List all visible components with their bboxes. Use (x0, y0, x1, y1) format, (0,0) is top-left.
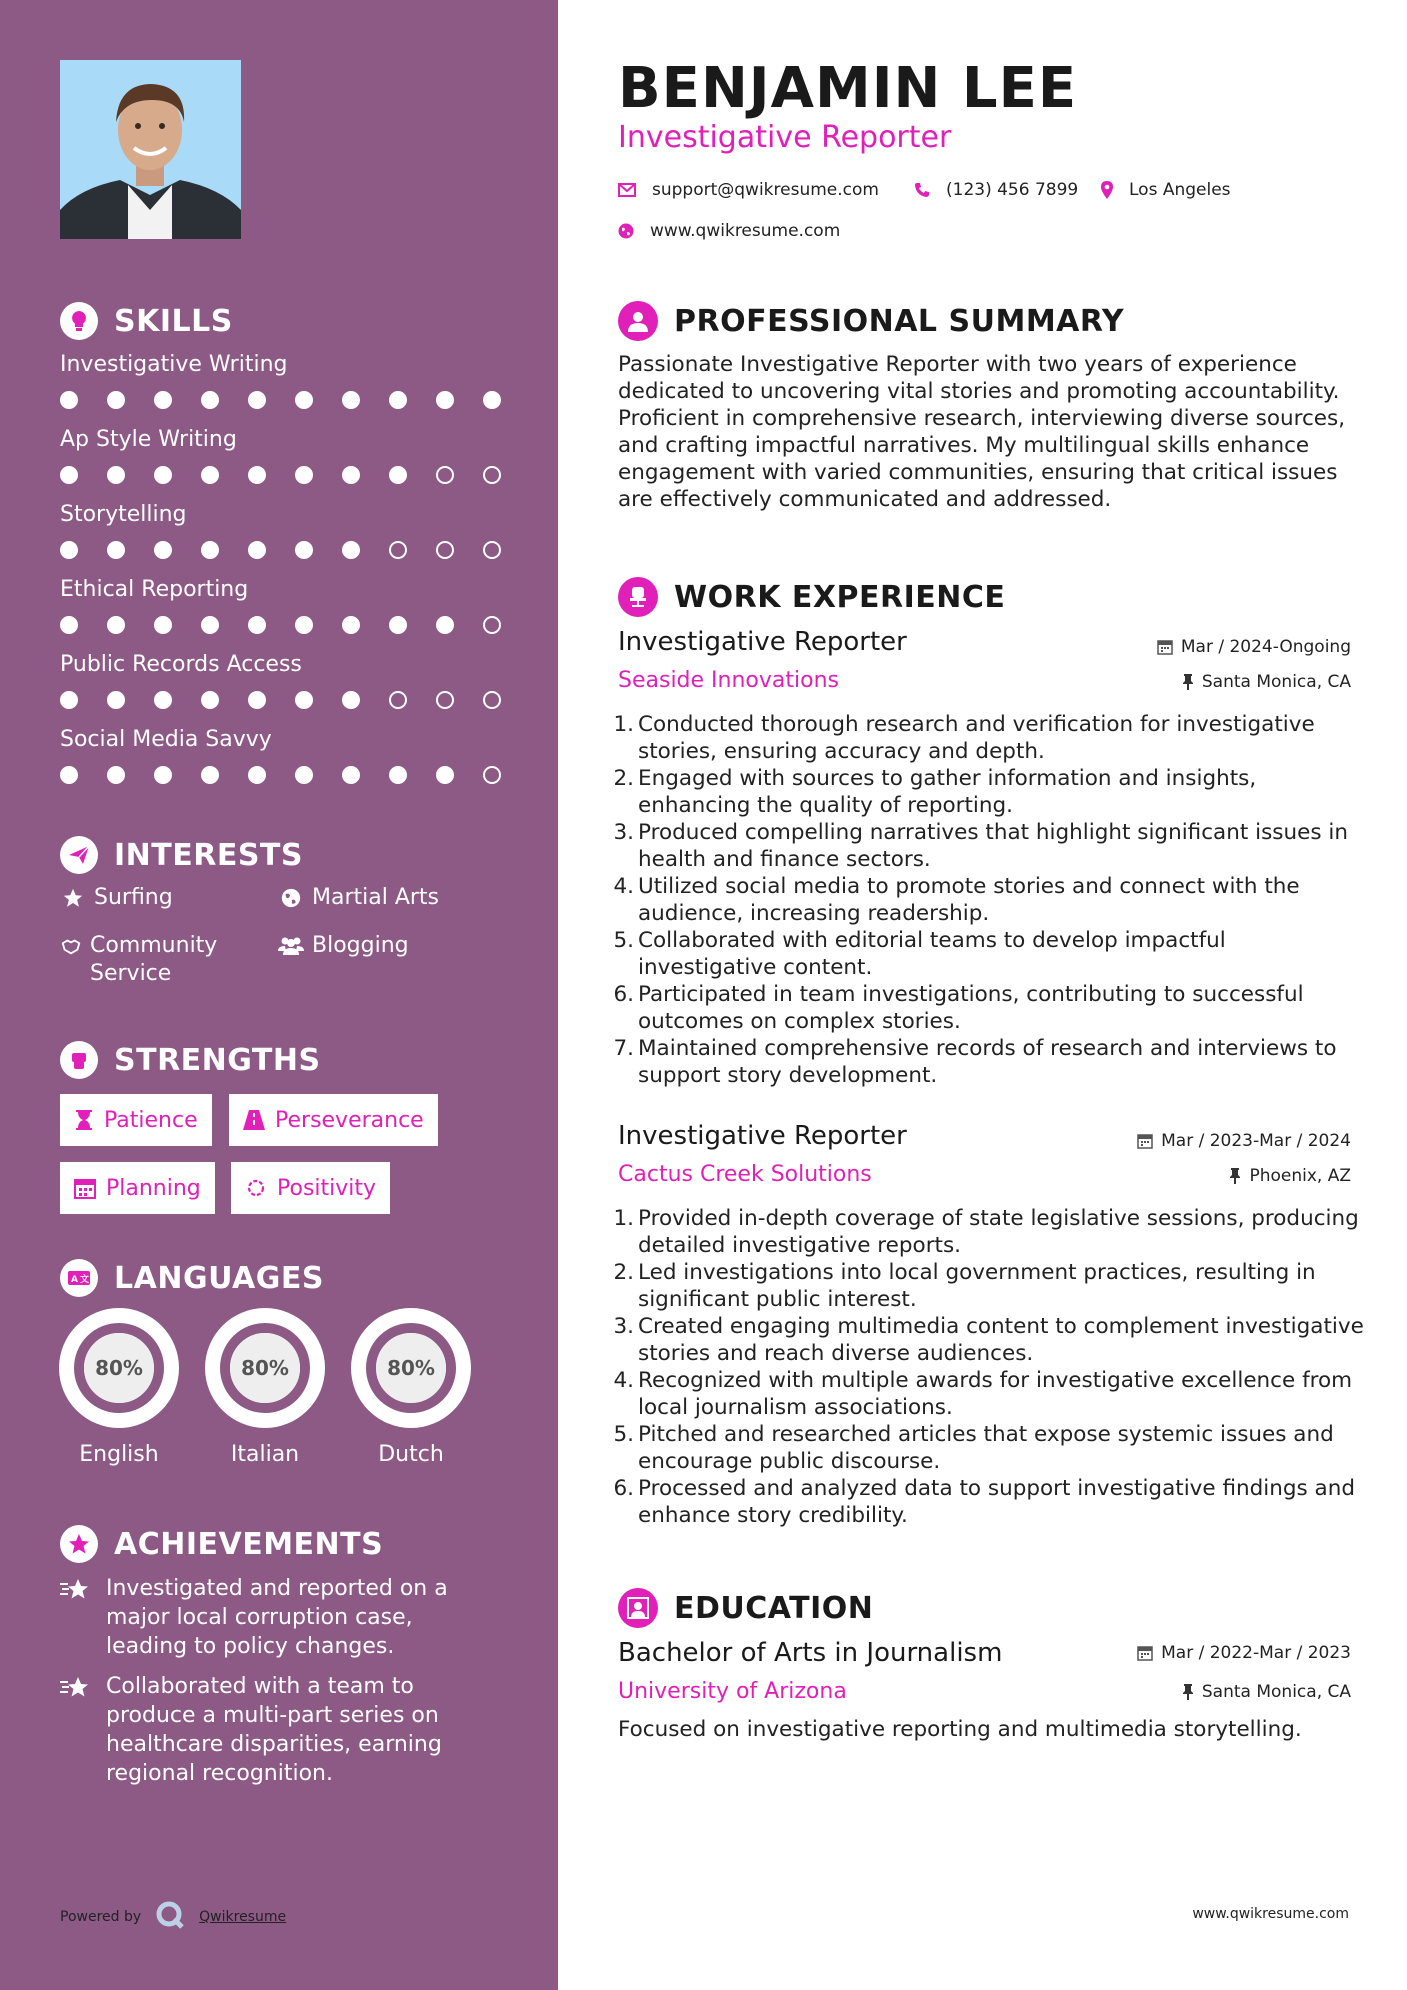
interests-heading (60, 836, 303, 874)
rating-dot-filled (295, 766, 313, 784)
achievement-text: Collaborated with a team to produce a multi-part series on healthcare disparities, earning regional recognition. (106, 1674, 442, 1786)
rating-dot-filled (342, 766, 360, 784)
rating-dot-filled (107, 391, 125, 409)
interest-surfing (60, 884, 173, 912)
candidate-name: BENJAMIN LEE (618, 56, 1078, 121)
rating-dot-filled (342, 391, 360, 409)
star-icon (60, 884, 86, 912)
achievement-text: Investigated and reported on a major local corruption case, leading to policy changes. (106, 1576, 448, 1659)
bullet-text: Engaged with sources to gather information and insights, enhancing the quality of reporting. (638, 766, 1257, 818)
skill-rating (60, 465, 500, 487)
rating-dot-empty (389, 541, 407, 559)
experience-heading (618, 577, 1005, 617)
rating-dot-filled (295, 541, 313, 559)
job-bullet (610, 1205, 1370, 1259)
job-bullet (610, 765, 1370, 819)
shooting-star-icon (60, 1574, 94, 1661)
bullet-number: 4. (613, 1368, 634, 1393)
bullet-text: Pitched and researched articles that expose systemic issues and encourage public discourse. (638, 1422, 1334, 1474)
job-title: Investigative Reporter (618, 1121, 907, 1151)
degree-title: Bachelor of Arts in Journalism (618, 1638, 1003, 1668)
rating-dot-filled (60, 541, 78, 559)
skill-row (60, 425, 500, 487)
rating-dot-filled (154, 541, 172, 559)
achievement-item (60, 1574, 480, 1661)
candidate-title: Investigative Reporter (618, 120, 952, 155)
interest-martial-arts (278, 884, 439, 912)
rating-dot-filled (107, 691, 125, 709)
rating-dot-filled (342, 616, 360, 634)
skill-rating (60, 690, 500, 712)
school-name: University of Arizona (618, 1679, 847, 1704)
strength-badge (60, 1094, 212, 1146)
bullet-number: 1. (613, 1206, 634, 1231)
calendar-icon (1137, 1133, 1153, 1149)
strength-badge (229, 1094, 438, 1146)
language-percent: 80% (376, 1333, 446, 1403)
svg-text:A: A (71, 1275, 79, 1285)
bullet-number: 6. (613, 982, 634, 1007)
rating-dot-empty (483, 766, 501, 784)
skill-name: Ethical Reporting (60, 577, 249, 602)
bullet-text: Utilized social media to promote stories and connect with the audience, increasing readership. (638, 874, 1300, 926)
bullet-number: 7. (613, 1036, 634, 1061)
skills-heading (60, 302, 233, 340)
chair-icon (618, 577, 658, 617)
job-bullet (610, 1313, 1370, 1367)
bullet-text: Produced compelling narratives that highlight significant issues in health and finance sectors. (638, 820, 1348, 872)
job-bullet (610, 1367, 1370, 1421)
rating-dot-filled (248, 391, 266, 409)
interest-label: Community Service (90, 933, 218, 986)
rating-dot-empty (483, 541, 501, 559)
bullet-text: Collaborated with editorial teams to develop impactful investigative content. (638, 928, 1226, 980)
rating-dot-filled (295, 616, 313, 634)
sun-icon (245, 1177, 267, 1199)
pushpin-icon (1229, 1168, 1241, 1184)
strength-badge (231, 1162, 390, 1214)
globe-icon (618, 223, 634, 239)
rating-dot-filled (107, 541, 125, 559)
language-ring (205, 1308, 325, 1428)
strength-label: Positivity (277, 1175, 377, 1201)
map-pin-icon (1101, 181, 1113, 199)
rating-dot-filled (248, 766, 266, 784)
rating-dot-filled (295, 691, 313, 709)
rating-dot-filled (107, 766, 125, 784)
rating-dot-empty (436, 691, 454, 709)
rating-dot-filled (248, 616, 266, 634)
job-title: Investigative Reporter (618, 627, 907, 657)
skills-heading-text: SKILLS (114, 303, 233, 339)
rating-dot-empty (483, 691, 501, 709)
road-icon (243, 1110, 265, 1130)
rating-dot-empty (436, 541, 454, 559)
rating-dot-filled (60, 616, 78, 634)
job-bullets (610, 711, 1370, 1089)
rating-dot-filled (154, 466, 172, 484)
rating-dot-filled (107, 616, 125, 634)
education-description: Focused on investigative reporting and multimedia storytelling. (618, 1717, 1302, 1742)
skill-row (60, 575, 500, 637)
rating-dot-filled (389, 616, 407, 634)
rating-dot-filled (154, 691, 172, 709)
language-english (59, 1308, 179, 1467)
rating-dot-filled (295, 466, 313, 484)
rating-dot-filled (60, 766, 78, 784)
language-icon (60, 1259, 98, 1297)
paper-plane-icon (60, 836, 98, 874)
skill-rating (60, 615, 500, 637)
interest-blogging (278, 932, 409, 960)
bullet-number: 1. (613, 712, 634, 737)
graduate-icon (618, 1588, 658, 1628)
interest-community-service (60, 932, 260, 988)
bullet-text: Led investigations into local government practices, resulting in significant public interest. (638, 1260, 1316, 1312)
rating-dot-filled (389, 391, 407, 409)
rating-dot-filled (201, 541, 219, 559)
job-location (1182, 672, 1351, 692)
bullet-number: 5. (613, 928, 634, 953)
education-dates (1137, 1643, 1351, 1663)
location-text: Los Angeles (1129, 180, 1231, 200)
job-dates-text: Mar / 2023-Mar / 2024 (1161, 1131, 1351, 1151)
website-text[interactable]: www.qwikresume.com (650, 221, 841, 241)
skill-row (60, 350, 500, 412)
bullet-text: Created engaging multimedia content to complement investigative stories and reach diverse audiences. (638, 1314, 1364, 1366)
language-dutch (351, 1308, 471, 1467)
job-company: Seaside Innovations (618, 668, 839, 693)
job-dates-text: Mar / 2024-Ongoing (1180, 637, 1351, 657)
bullet-number: 5. (613, 1422, 634, 1447)
hourglass-icon (74, 1109, 94, 1131)
rating-dot-filled (483, 391, 501, 409)
bullet-text: Processed and analyzed data to support investigative findings and enhance story credibility. (638, 1476, 1355, 1528)
pushpin-icon (1182, 1684, 1194, 1700)
education-heading (618, 1588, 873, 1628)
job-location-text: Santa Monica, CA (1201, 672, 1351, 692)
rating-dot-filled (154, 616, 172, 634)
achievement-item (60, 1672, 480, 1788)
interest-label: Surfing (94, 885, 173, 910)
summary-heading (618, 301, 1124, 341)
skill-name: Social Media Savvy (60, 727, 272, 752)
contact-phone (914, 180, 1078, 200)
job-bullet (610, 1421, 1370, 1475)
svg-text:文: 文 (80, 1275, 90, 1285)
rating-dot-filled (389, 466, 407, 484)
strength-label: Perseverance (275, 1107, 424, 1133)
rating-dot-empty (483, 466, 501, 484)
rating-dot-filled (60, 391, 78, 409)
achievements-heading-text: ACHIEVEMENTS (114, 1526, 384, 1562)
calendar-icon (1157, 639, 1173, 655)
education-location-text: Santa Monica, CA (1201, 1682, 1351, 1702)
language-name: Dutch (378, 1442, 444, 1467)
phone-text: (123) 456 7899 (946, 180, 1079, 200)
job-dates (1137, 1131, 1351, 1151)
contact-website (618, 221, 840, 241)
languages-heading-text: LANGUAGES (114, 1260, 324, 1296)
star-badge-icon (60, 1525, 98, 1563)
bullet-number: 6. (613, 1476, 634, 1501)
lightbulb-icon (60, 302, 98, 340)
envelope-icon (618, 183, 636, 197)
users-icon (278, 932, 304, 960)
skill-name: Investigative Writing (60, 352, 288, 377)
job-dates (1157, 637, 1351, 657)
skill-rating (60, 765, 500, 787)
strength-label: Planning (106, 1175, 201, 1201)
rating-dot-filled (248, 541, 266, 559)
job-location-text: Phoenix, AZ (1249, 1166, 1351, 1186)
footer-website[interactable]: www.qwikresume.com (1192, 1906, 1349, 1922)
strengths-heading-text: STRENGTHS (114, 1042, 321, 1078)
skill-row (60, 725, 500, 787)
rating-dot-filled (248, 691, 266, 709)
language-ring (59, 1308, 179, 1428)
rating-dot-filled (295, 391, 313, 409)
rating-dot-filled (436, 391, 454, 409)
experience-heading-text: WORK EXPERIENCE (674, 579, 1006, 615)
rating-dot-filled (201, 691, 219, 709)
fist-icon (60, 1041, 98, 1079)
job-bullet (610, 819, 1370, 873)
language-percent: 80% (230, 1333, 300, 1403)
bullet-text: Maintained comprehensive records of research and interviews to support story development. (638, 1036, 1337, 1088)
profile-photo (60, 60, 241, 239)
job-location (1229, 1166, 1351, 1186)
strength-label: Patience (104, 1107, 198, 1133)
handshake-icon (60, 932, 82, 960)
education-location (1182, 1682, 1351, 1702)
skill-name: Ap Style Writing (60, 427, 237, 452)
job-bullet (610, 981, 1370, 1035)
skill-name: Public Records Access (60, 652, 302, 677)
skill-row (60, 650, 500, 712)
skill-name: Storytelling (60, 502, 187, 527)
education-dates-text: Mar / 2022-Mar / 2023 (1161, 1643, 1351, 1663)
bullet-number: 3. (613, 820, 634, 845)
sidebar (0, 0, 558, 1990)
job-bullet (610, 873, 1370, 927)
rating-dot-filled (107, 466, 125, 484)
rating-dot-filled (154, 766, 172, 784)
bullet-text: Conducted thorough research and verification for investigative stories, ensuring accuracy and depth. (638, 712, 1315, 764)
interests-heading-text: INTERESTS (114, 837, 303, 873)
skill-row (60, 500, 500, 562)
job-company: Cactus Creek Solutions (618, 1162, 872, 1187)
bullet-text: Participated in team investigations, contributing to successful outcomes on complex stories. (638, 982, 1304, 1034)
powered-by-text: Powered by (60, 1909, 142, 1925)
qwikresume-logo-icon (155, 1900, 185, 1934)
rating-dot-filled (342, 541, 360, 559)
job-bullets (610, 1205, 1370, 1529)
language-name: Italian (230, 1442, 300, 1467)
powered-by (60, 1900, 286, 1934)
calendar-icon (74, 1177, 96, 1199)
bullet-text: Provided in-depth coverage of state legislative sessions, producing detailed investigative reports. (638, 1206, 1359, 1258)
pushpin-icon (1182, 674, 1194, 690)
rating-dot-filled (201, 766, 219, 784)
bullet-text: Recognized with multiple awards for investigative excellence from local journalism associations. (638, 1368, 1353, 1420)
interest-label: Blogging (312, 933, 409, 958)
rating-dot-filled (60, 466, 78, 484)
summary-heading-text: PROFESSIONAL SUMMARY (674, 303, 1125, 339)
skill-rating (60, 540, 500, 562)
rating-dot-filled (201, 466, 219, 484)
rating-dot-filled (436, 616, 454, 634)
main-content (558, 0, 1407, 1990)
education-heading-text: EDUCATION (674, 1590, 874, 1626)
rating-dot-empty (483, 616, 501, 634)
brand-link[interactable]: Qwikresume (199, 1909, 287, 1925)
job-bullet (610, 711, 1370, 765)
rating-dot-empty (436, 466, 454, 484)
skill-rating (60, 390, 500, 412)
rating-dot-empty (389, 691, 407, 709)
language-italian (205, 1308, 325, 1467)
phone-icon (914, 182, 930, 198)
languages-heading (60, 1259, 324, 1297)
language-ring (351, 1308, 471, 1428)
calendar-icon (1137, 1645, 1153, 1661)
bullet-number: 2. (613, 1260, 634, 1285)
job-bullet (610, 1259, 1370, 1313)
interest-label: Martial Arts (312, 885, 440, 910)
bullet-number: 4. (613, 874, 634, 899)
job-bullet (610, 1035, 1370, 1089)
language-name: English (79, 1442, 159, 1467)
bullet-number: 2. (613, 766, 634, 791)
email-text[interactable]: support@qwikresume.com (652, 180, 879, 200)
globe-icon (278, 884, 304, 912)
language-percent: 80% (84, 1333, 154, 1403)
achievements-heading (60, 1525, 383, 1563)
job-bullet (610, 1475, 1370, 1529)
bullet-number: 3. (613, 1314, 634, 1339)
rating-dot-filled (60, 691, 78, 709)
rating-dot-filled (201, 616, 219, 634)
summary-text: Passionate Investigative Reporter with two years of experience dedicated to uncovering vital stories and promoting accountability. Proficient in comprehensive research, interviewing diverse sources, and crafting impactful narratives. My multilingual skills enhance engagement with varied communities, ensuring that critical issues are effectively communicated and addressed. (618, 352, 1346, 512)
job-bullet (610, 927, 1370, 981)
rating-dot-filled (389, 766, 407, 784)
strengths-heading (60, 1041, 321, 1079)
rating-dot-filled (342, 691, 360, 709)
contact-email (618, 180, 879, 200)
strength-badge (60, 1162, 215, 1214)
shooting-star-icon (60, 1672, 94, 1788)
rating-dot-filled (342, 466, 360, 484)
rating-dot-filled (154, 391, 172, 409)
user-icon (618, 301, 658, 341)
rating-dot-filled (248, 466, 266, 484)
rating-dot-filled (201, 391, 219, 409)
rating-dot-filled (436, 766, 454, 784)
contact-location (1101, 180, 1231, 200)
